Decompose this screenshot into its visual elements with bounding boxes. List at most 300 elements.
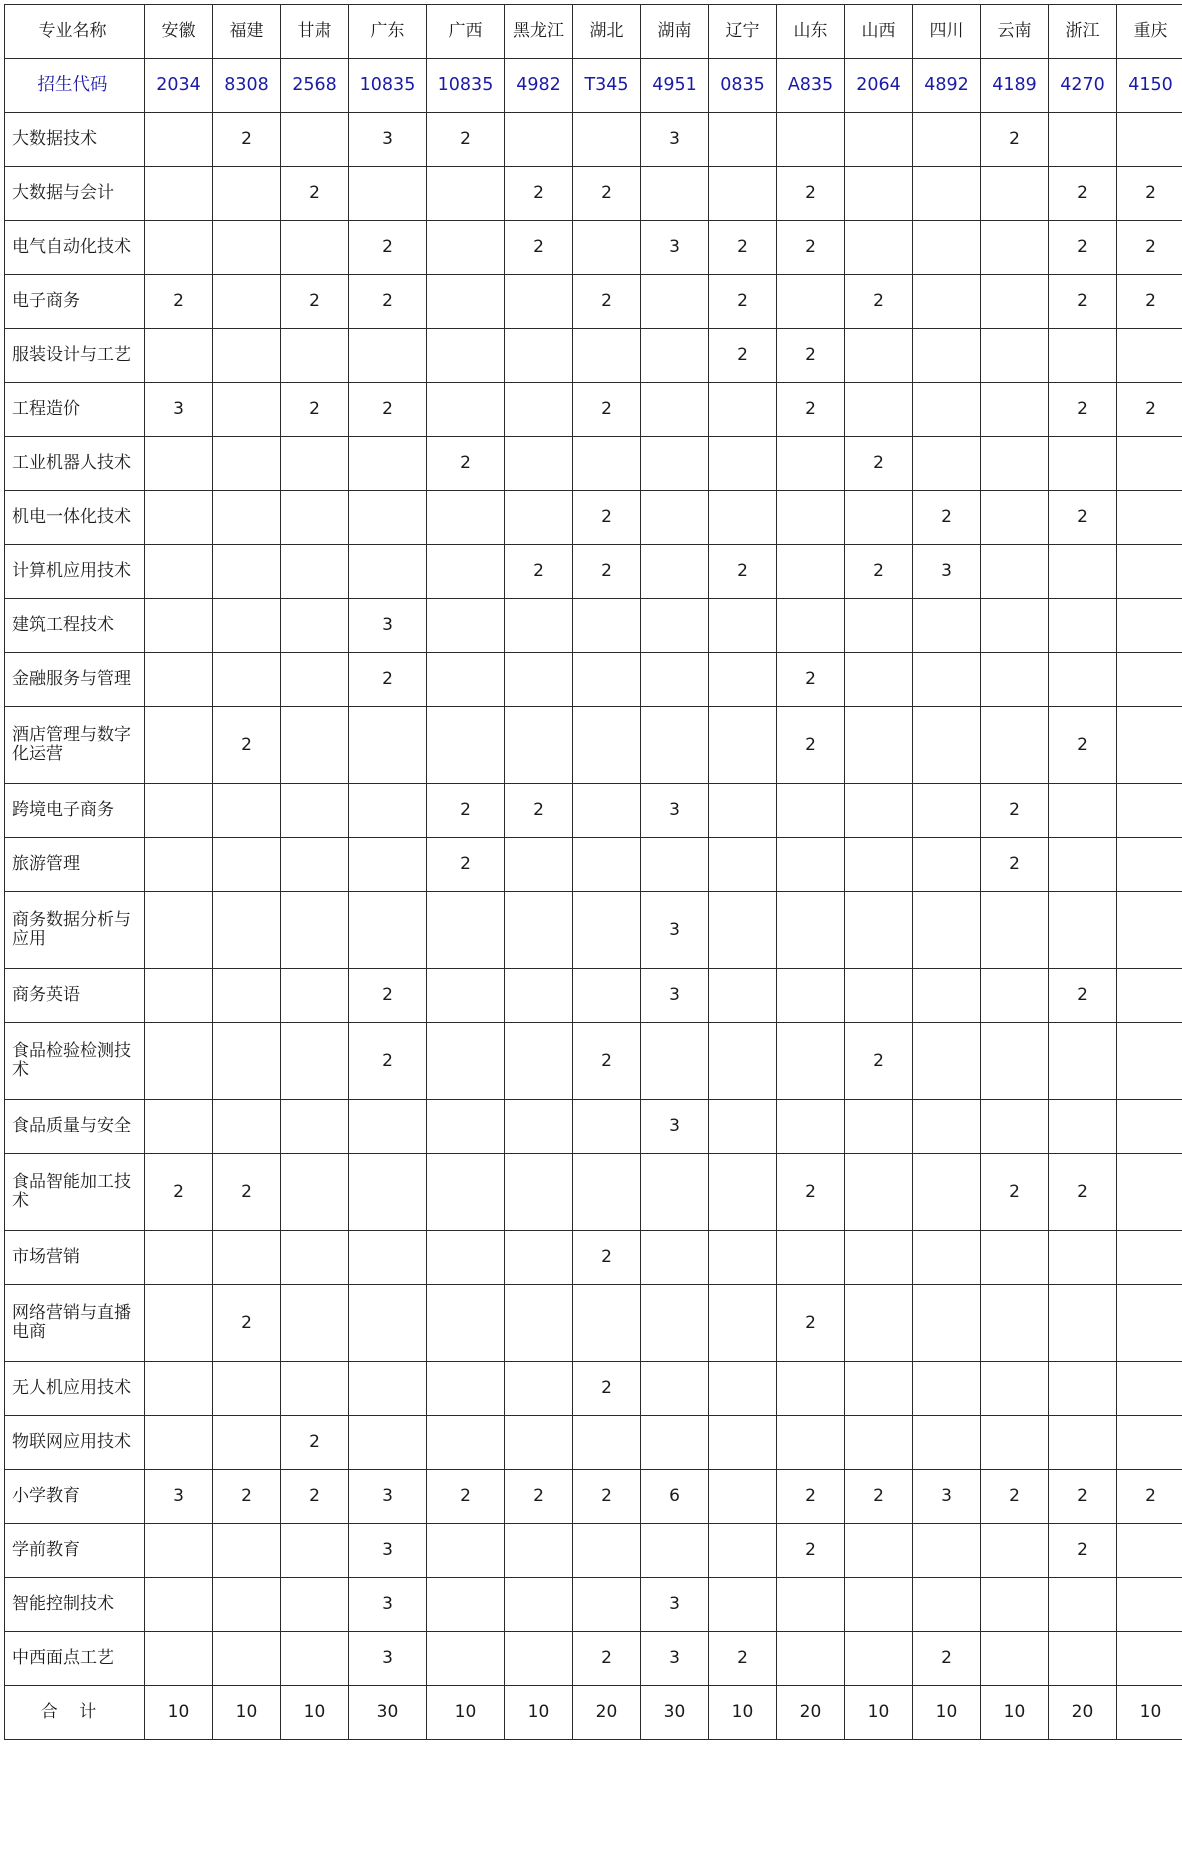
quota-value bbox=[981, 1023, 1049, 1100]
quota-value bbox=[1117, 1285, 1182, 1362]
total-value: 10 bbox=[913, 1686, 981, 1740]
quota-value: 3 bbox=[641, 1100, 709, 1154]
total-label: 合 计 bbox=[5, 1686, 145, 1740]
quota-value bbox=[349, 1285, 427, 1362]
quota-value bbox=[145, 707, 213, 784]
quota-value bbox=[573, 653, 641, 707]
quota-value bbox=[427, 167, 505, 221]
quota-value bbox=[427, 275, 505, 329]
quota-value: 2 bbox=[777, 707, 845, 784]
major-name: 电子商务 bbox=[5, 275, 145, 329]
quota-value bbox=[281, 1231, 349, 1285]
province-header: 甘肃 bbox=[281, 5, 349, 59]
quota-value bbox=[1049, 838, 1117, 892]
quota-value bbox=[709, 1285, 777, 1362]
quota-value bbox=[505, 1231, 573, 1285]
quota-value bbox=[505, 329, 573, 383]
quota-value bbox=[1049, 1100, 1117, 1154]
quota-value bbox=[213, 329, 281, 383]
enrollment-code: T345 bbox=[573, 59, 641, 113]
total-value: 10 bbox=[845, 1686, 913, 1740]
quota-value bbox=[913, 653, 981, 707]
quota-value bbox=[777, 1100, 845, 1154]
enrollment-code-label: 招生代码 bbox=[5, 59, 145, 113]
table-row bbox=[5, 892, 1182, 969]
table-row bbox=[5, 1100, 1182, 1154]
quota-value bbox=[1117, 892, 1182, 969]
major-name: 大数据与会计 bbox=[5, 167, 145, 221]
quota-value: 2 bbox=[709, 221, 777, 275]
major-name: 跨境电子商务 bbox=[5, 784, 145, 838]
quota-value bbox=[427, 969, 505, 1023]
table-row bbox=[5, 1231, 1182, 1285]
quota-value bbox=[845, 113, 913, 167]
quota-value bbox=[505, 437, 573, 491]
quota-value bbox=[145, 221, 213, 275]
quota-value: 2 bbox=[427, 838, 505, 892]
province-header: 湖北 bbox=[573, 5, 641, 59]
quota-value bbox=[709, 1231, 777, 1285]
quota-value bbox=[1117, 329, 1182, 383]
quota-value bbox=[709, 437, 777, 491]
quota-value bbox=[505, 275, 573, 329]
quota-value bbox=[573, 1416, 641, 1470]
quota-value bbox=[427, 221, 505, 275]
quota-value: 2 bbox=[213, 1285, 281, 1362]
quota-value bbox=[1049, 329, 1117, 383]
quota-value bbox=[427, 1416, 505, 1470]
total-value: 20 bbox=[777, 1686, 845, 1740]
total-value: 10 bbox=[1117, 1686, 1182, 1740]
quota-value bbox=[573, 1524, 641, 1578]
quota-value bbox=[777, 838, 845, 892]
quota-value bbox=[777, 1362, 845, 1416]
major-name: 物联网应用技术 bbox=[5, 1416, 145, 1470]
enrollment-code: 4892 bbox=[913, 59, 981, 113]
quota-value bbox=[845, 167, 913, 221]
quota-value: 2 bbox=[777, 1154, 845, 1231]
quota-value bbox=[427, 383, 505, 437]
quota-value bbox=[281, 838, 349, 892]
quota-value bbox=[427, 1231, 505, 1285]
table-row bbox=[5, 275, 1182, 329]
quota-value: 2 bbox=[573, 1231, 641, 1285]
quota-value bbox=[281, 784, 349, 838]
quota-value bbox=[845, 1416, 913, 1470]
total-value: 10 bbox=[981, 1686, 1049, 1740]
quota-value bbox=[981, 491, 1049, 545]
total-value: 10 bbox=[505, 1686, 573, 1740]
table-row bbox=[5, 491, 1182, 545]
table-row bbox=[5, 784, 1182, 838]
quota-value bbox=[1049, 599, 1117, 653]
quota-value bbox=[709, 113, 777, 167]
quota-value: 2 bbox=[281, 1416, 349, 1470]
quota-value bbox=[709, 1578, 777, 1632]
quota-value bbox=[213, 599, 281, 653]
quota-value bbox=[641, 491, 709, 545]
quota-value bbox=[213, 1578, 281, 1632]
enrollment-code-row bbox=[5, 59, 1182, 113]
quota-value: 2 bbox=[349, 221, 427, 275]
quota-value bbox=[913, 1154, 981, 1231]
quota-value: 2 bbox=[777, 1285, 845, 1362]
quota-value: 2 bbox=[981, 1154, 1049, 1231]
quota-value: 2 bbox=[145, 275, 213, 329]
quota-value bbox=[1117, 1362, 1182, 1416]
quota-value bbox=[573, 969, 641, 1023]
major-name: 金融服务与管理 bbox=[5, 653, 145, 707]
quota-value bbox=[709, 707, 777, 784]
quota-value bbox=[573, 221, 641, 275]
quota-value bbox=[427, 1154, 505, 1231]
quota-value: 2 bbox=[777, 383, 845, 437]
enrollment-code: 4951 bbox=[641, 59, 709, 113]
major-name: 建筑工程技术 bbox=[5, 599, 145, 653]
quota-value: 2 bbox=[573, 491, 641, 545]
quota-value bbox=[913, 784, 981, 838]
quota-value: 2 bbox=[281, 1470, 349, 1524]
quota-value bbox=[913, 1524, 981, 1578]
quota-value bbox=[349, 707, 427, 784]
quota-value: 2 bbox=[573, 167, 641, 221]
quota-value: 3 bbox=[349, 1632, 427, 1686]
quota-value bbox=[709, 1023, 777, 1100]
quota-value bbox=[777, 113, 845, 167]
quota-value: 3 bbox=[641, 969, 709, 1023]
quota-value bbox=[709, 383, 777, 437]
quota-value bbox=[845, 1231, 913, 1285]
quota-value bbox=[709, 1100, 777, 1154]
quota-value bbox=[281, 1362, 349, 1416]
quota-value bbox=[981, 1416, 1049, 1470]
quota-value bbox=[641, 545, 709, 599]
quota-value bbox=[981, 1632, 1049, 1686]
quota-value: 2 bbox=[573, 383, 641, 437]
quota-value: 2 bbox=[1117, 1470, 1182, 1524]
quota-value bbox=[981, 892, 1049, 969]
quota-value bbox=[281, 1578, 349, 1632]
quota-value: 2 bbox=[1049, 707, 1117, 784]
quota-value bbox=[913, 838, 981, 892]
quota-value: 2 bbox=[1049, 383, 1117, 437]
total-value: 20 bbox=[1049, 1686, 1117, 1740]
quota-value bbox=[145, 1285, 213, 1362]
quota-value bbox=[213, 969, 281, 1023]
quota-value bbox=[213, 383, 281, 437]
quota-value bbox=[1117, 113, 1182, 167]
quota-value bbox=[281, 491, 349, 545]
table-row bbox=[5, 1023, 1182, 1100]
quota-value bbox=[505, 113, 573, 167]
quota-value bbox=[1117, 599, 1182, 653]
quota-value bbox=[709, 1154, 777, 1231]
quota-value bbox=[505, 653, 573, 707]
quota-value bbox=[777, 1231, 845, 1285]
quota-value bbox=[641, 275, 709, 329]
quota-value bbox=[213, 1362, 281, 1416]
province-header: 山西 bbox=[845, 5, 913, 59]
quota-value bbox=[145, 491, 213, 545]
quota-value bbox=[505, 1524, 573, 1578]
quota-value: 2 bbox=[573, 1632, 641, 1686]
total-value: 30 bbox=[349, 1686, 427, 1740]
quota-value bbox=[145, 545, 213, 599]
quota-value bbox=[505, 383, 573, 437]
enrollment-quota-table bbox=[4, 4, 1182, 1740]
quota-value bbox=[709, 1416, 777, 1470]
quota-value bbox=[281, 113, 349, 167]
quota-value bbox=[1049, 1416, 1117, 1470]
quota-value bbox=[913, 1100, 981, 1154]
table-row bbox=[5, 167, 1182, 221]
quota-value bbox=[145, 1023, 213, 1100]
quota-value bbox=[213, 1632, 281, 1686]
quota-value bbox=[573, 437, 641, 491]
total-value: 10 bbox=[709, 1686, 777, 1740]
quota-value bbox=[709, 1524, 777, 1578]
quota-value bbox=[777, 1578, 845, 1632]
quota-value: 2 bbox=[709, 275, 777, 329]
quota-value bbox=[1049, 437, 1117, 491]
quota-value: 2 bbox=[1049, 1154, 1117, 1231]
quota-value bbox=[845, 892, 913, 969]
quota-value bbox=[641, 1524, 709, 1578]
quota-value bbox=[845, 599, 913, 653]
quota-value bbox=[145, 784, 213, 838]
quota-value bbox=[641, 653, 709, 707]
quota-value bbox=[505, 1154, 573, 1231]
quota-value bbox=[573, 892, 641, 969]
quota-value: 2 bbox=[213, 1154, 281, 1231]
quota-value bbox=[981, 1231, 1049, 1285]
quota-value: 2 bbox=[505, 221, 573, 275]
enrollment-code: A835 bbox=[777, 59, 845, 113]
quota-value bbox=[349, 545, 427, 599]
enrollment-code: 2064 bbox=[845, 59, 913, 113]
quota-value bbox=[1117, 1524, 1182, 1578]
quota-value bbox=[145, 167, 213, 221]
quota-value bbox=[349, 329, 427, 383]
quota-value bbox=[505, 1578, 573, 1632]
quota-value bbox=[427, 545, 505, 599]
quota-value: 3 bbox=[641, 1632, 709, 1686]
quota-value bbox=[845, 1154, 913, 1231]
quota-value: 2 bbox=[709, 329, 777, 383]
quota-value bbox=[1117, 1154, 1182, 1231]
quota-value bbox=[281, 599, 349, 653]
quota-value: 2 bbox=[349, 383, 427, 437]
quota-value bbox=[1117, 545, 1182, 599]
quota-value bbox=[573, 1100, 641, 1154]
quota-value bbox=[845, 491, 913, 545]
quota-value bbox=[573, 707, 641, 784]
quota-value bbox=[573, 599, 641, 653]
quota-value bbox=[1049, 1632, 1117, 1686]
quota-value bbox=[777, 491, 845, 545]
quota-value bbox=[1049, 1362, 1117, 1416]
total-value: 10 bbox=[145, 1686, 213, 1740]
quota-value: 2 bbox=[981, 838, 1049, 892]
quota-value bbox=[427, 1578, 505, 1632]
quota-value bbox=[281, 221, 349, 275]
quota-value bbox=[709, 167, 777, 221]
quota-value: 2 bbox=[573, 545, 641, 599]
quota-value: 2 bbox=[427, 113, 505, 167]
quota-value bbox=[777, 545, 845, 599]
quota-value bbox=[145, 599, 213, 653]
table-row bbox=[5, 1578, 1182, 1632]
quota-value bbox=[349, 892, 427, 969]
quota-value bbox=[845, 221, 913, 275]
quota-value bbox=[913, 437, 981, 491]
quota-value bbox=[213, 1100, 281, 1154]
quota-value bbox=[641, 707, 709, 784]
quota-value bbox=[145, 1416, 213, 1470]
quota-value bbox=[427, 1285, 505, 1362]
quota-value bbox=[981, 275, 1049, 329]
quota-value: 2 bbox=[1049, 221, 1117, 275]
quota-value bbox=[213, 491, 281, 545]
quota-value bbox=[709, 491, 777, 545]
quota-value bbox=[913, 275, 981, 329]
quota-value bbox=[145, 892, 213, 969]
table-row bbox=[5, 1285, 1182, 1362]
quota-value bbox=[349, 491, 427, 545]
quota-value: 2 bbox=[981, 1470, 1049, 1524]
quota-value bbox=[913, 892, 981, 969]
quota-value bbox=[573, 1285, 641, 1362]
quota-value bbox=[981, 707, 1049, 784]
table-row bbox=[5, 1524, 1182, 1578]
quota-value bbox=[981, 969, 1049, 1023]
quota-value bbox=[777, 1632, 845, 1686]
quota-value bbox=[505, 707, 573, 784]
quota-value: 2 bbox=[349, 1023, 427, 1100]
quota-value bbox=[145, 1632, 213, 1686]
major-name: 工业机器人技术 bbox=[5, 437, 145, 491]
major-name: 中西面点工艺 bbox=[5, 1632, 145, 1686]
quota-value bbox=[981, 221, 1049, 275]
quota-value bbox=[777, 1416, 845, 1470]
quota-value bbox=[1117, 491, 1182, 545]
quota-value bbox=[213, 221, 281, 275]
major-name: 学前教育 bbox=[5, 1524, 145, 1578]
total-value: 10 bbox=[427, 1686, 505, 1740]
quota-value bbox=[641, 1231, 709, 1285]
quota-value bbox=[641, 329, 709, 383]
major-name: 食品智能加工技术 bbox=[5, 1154, 145, 1231]
total-row bbox=[5, 1686, 1182, 1740]
quota-value: 2 bbox=[1049, 491, 1117, 545]
quota-value: 2 bbox=[213, 113, 281, 167]
quota-value bbox=[1049, 892, 1117, 969]
quota-value: 2 bbox=[281, 167, 349, 221]
enrollment-code: 4189 bbox=[981, 59, 1049, 113]
quota-value bbox=[845, 1578, 913, 1632]
quota-value bbox=[777, 892, 845, 969]
major-name: 工程造价 bbox=[5, 383, 145, 437]
quota-value bbox=[213, 545, 281, 599]
quota-value bbox=[573, 784, 641, 838]
quota-value bbox=[1117, 707, 1182, 784]
quota-value: 2 bbox=[777, 167, 845, 221]
quota-value bbox=[845, 1362, 913, 1416]
quota-value: 2 bbox=[281, 275, 349, 329]
quota-value bbox=[145, 113, 213, 167]
quota-value: 2 bbox=[1049, 1524, 1117, 1578]
quota-value bbox=[641, 437, 709, 491]
quota-value bbox=[981, 653, 1049, 707]
quota-value bbox=[845, 784, 913, 838]
quota-value bbox=[427, 653, 505, 707]
quota-value bbox=[913, 707, 981, 784]
quota-value bbox=[845, 1524, 913, 1578]
major-name: 食品质量与安全 bbox=[5, 1100, 145, 1154]
table-row bbox=[5, 437, 1182, 491]
table-row bbox=[5, 838, 1182, 892]
quota-value bbox=[709, 838, 777, 892]
quota-value bbox=[1049, 1578, 1117, 1632]
quota-value bbox=[505, 1362, 573, 1416]
quota-value: 2 bbox=[427, 784, 505, 838]
quota-value bbox=[573, 329, 641, 383]
quota-value bbox=[845, 653, 913, 707]
quota-value: 2 bbox=[281, 383, 349, 437]
table-row bbox=[5, 599, 1182, 653]
quota-value bbox=[427, 707, 505, 784]
quota-value bbox=[281, 1023, 349, 1100]
quota-value bbox=[349, 1416, 427, 1470]
province-header: 浙江 bbox=[1049, 5, 1117, 59]
quota-value bbox=[349, 784, 427, 838]
quota-value bbox=[913, 1285, 981, 1362]
quota-value bbox=[281, 707, 349, 784]
quota-value: 2 bbox=[913, 1632, 981, 1686]
quota-value bbox=[981, 545, 1049, 599]
quota-value bbox=[145, 1524, 213, 1578]
quota-value bbox=[213, 1231, 281, 1285]
quota-value bbox=[505, 892, 573, 969]
quota-value bbox=[641, 838, 709, 892]
quota-value bbox=[913, 383, 981, 437]
quota-value bbox=[145, 1231, 213, 1285]
quota-value: 2 bbox=[777, 1524, 845, 1578]
quota-value bbox=[281, 969, 349, 1023]
table-row bbox=[5, 221, 1182, 275]
quota-value bbox=[1117, 653, 1182, 707]
quota-value bbox=[349, 1100, 427, 1154]
quota-value bbox=[845, 1100, 913, 1154]
quota-value bbox=[281, 1100, 349, 1154]
quota-value: 2 bbox=[1117, 167, 1182, 221]
quota-value: 2 bbox=[213, 1470, 281, 1524]
quota-value bbox=[281, 1154, 349, 1231]
quota-value bbox=[1117, 1100, 1182, 1154]
quota-value bbox=[1117, 838, 1182, 892]
quota-value bbox=[573, 1154, 641, 1231]
quota-value bbox=[505, 969, 573, 1023]
quota-value bbox=[349, 167, 427, 221]
quota-value bbox=[213, 437, 281, 491]
quota-value bbox=[777, 437, 845, 491]
quota-value bbox=[777, 599, 845, 653]
quota-value: 2 bbox=[845, 1470, 913, 1524]
quota-value bbox=[777, 1023, 845, 1100]
enrollment-code: 8308 bbox=[213, 59, 281, 113]
province-header: 福建 bbox=[213, 5, 281, 59]
quota-value bbox=[573, 113, 641, 167]
